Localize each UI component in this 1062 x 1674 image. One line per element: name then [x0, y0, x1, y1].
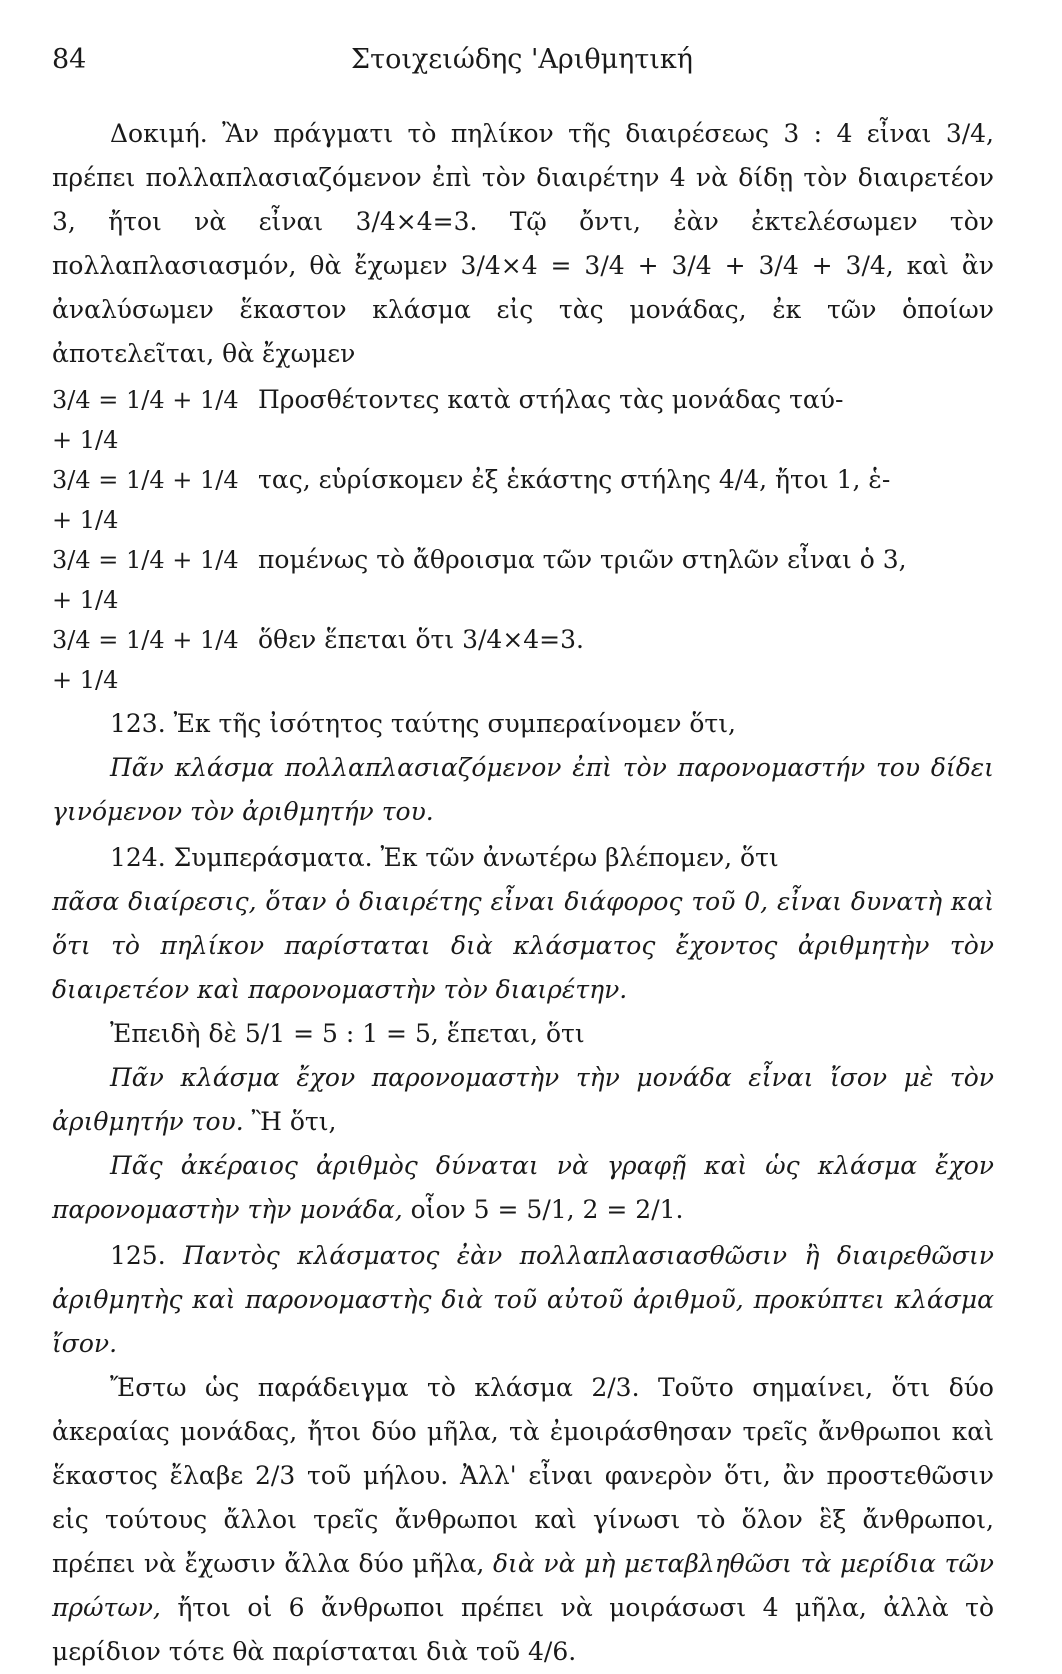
paragraph-verification: Δοκιμή. Ἂν πράγματι τὸ πηλίκον τῆς διαιρέσεως 3 : 4 εἶναι 3/4, πρέπει πολλαπλασιαζόμενον ἐπὶ τὸν διαιρέτην 4 νὰ δίδῃ τὸν διαιρετέον 3, ἤτοι νὰ εἶναι 3/4×4=3. Τῷ ὄντι, ἐὰν ἐκτελέσωμεν τὸν πολλαπλασιασμόν, θὰ ἔχωμεν 3/4×4 = 3/4 + 3/4 + 3/4 + 3/4, καὶ ἂν ἀναλύσωμεν ἕκαστον κλάσμα εἰς τὰς μονάδας, ἐκ τῶν ὁποίων ἀποτελεῖται, θὰ ἔχωμεν [52, 119, 994, 368]
rule-124: πᾶσα διαίρεσις, ὅταν ὁ διαιρέτης εἶναι διάφορος τοῦ 0, εἶναι δυνατὴ καὶ ὅτι τὸ πηλίκον παρίσταται διὰ κλάσματος ἔχοντος ἀριθμητὴν τὸν διαιρετέον καὶ παρονομαστὴν τὸν διαιρέτην. [52, 887, 994, 1004]
section-125-number: 125. [110, 1241, 166, 1270]
fraction-row [52, 620, 994, 700]
section-123: 123. Ἐκ τῆς ἰσότητος ταύτης συμπεραίνομεν ὅτι, [110, 709, 736, 738]
fraction-decomposition [52, 380, 994, 700]
page-header [52, 44, 992, 84]
body-text [52, 112, 994, 1674]
rule-123: Πᾶν κλάσμα πολλαπλασιαζόμενον ἐπὶ τὸν παρονομαστήν του δίδει γινόμενον τὸν ἀριθμητήν του. [52, 753, 994, 826]
fraction-equation: 3/4 = 1/4 + 1/4 + 1/4 [52, 466, 239, 534]
section-125 [52, 1234, 994, 1366]
section-125-body-b: ἤτοι οἱ 6 ἄνθρωποι πρέπει νὰ μοιράσωσι 4 μῆλα, ἀλλὰ τὸ μερίδιον τότε θὰ παρίσταται διὰ τοῦ 4/6. [52, 1593, 995, 1666]
rule-124-integer-text: Πᾶν κλάσμα ἔχον παρονομαστὴν τὴν μονάδα εἶναι ἴσον μὲ τὸν ἀριθμητήν του. [52, 1063, 994, 1136]
running-title: Στοιχειώδης 'Αριθμητική [351, 44, 693, 75]
rule-124-fraction [52, 1144, 994, 1232]
fraction-note: πομένως τὸ ἄθροισμα τῶν τριῶν στηλῶν εἶναι ὁ 3, [258, 545, 907, 574]
rule-125: Παντὸς κλάσματος ἐὰν πολλαπλασιασθῶσιν ἢ διαιρεθῶσιν ἀριθμητὴς καὶ παρονομαστὴς διὰ τοῦ αὐτοῦ ἀριθμοῦ, προκύπτει κλάσμα ἴσον. [52, 1241, 994, 1358]
fraction-equation: 3/4 = 1/4 + 1/4 + 1/4 [52, 626, 239, 694]
or-that: Ἢ ὅτι, [251, 1107, 337, 1136]
fraction-note: ὅθεν ἕπεται ὅτι 3/4×4=3. [258, 625, 584, 654]
fraction-row [52, 380, 994, 460]
fraction-note: τας, εὑρίσκομεν ἐξ ἑκάστης στήλης 4/4, ἤτοι 1, ἑ- [258, 465, 891, 494]
section-124-continued: Ἐπειδὴ δὲ 5/1 = 5 : 1 = 5, ἕπεται, ὅτι [110, 1019, 585, 1048]
page-number: 84 [52, 44, 87, 75]
fraction-equation: 3/4 = 1/4 + 1/4 + 1/4 [52, 386, 239, 454]
fraction-row [52, 540, 994, 620]
section-125-body [52, 1366, 994, 1674]
fraction-equation: 3/4 = 1/4 + 1/4 + 1/4 [52, 546, 239, 614]
fraction-row [52, 460, 994, 540]
section-125-body-a: Ἔστω ὡς παράδειγμα τὸ κλάσμα 2/3. Τοῦτο σημαίνει, ὅτι δύο ἀκεραίας μονάδας, ἤτοι δύο μῆλα, τὰ ἐμοιράσθησαν τρεῖς ἄνθρωποι καὶ ἕκαστος ἔλαβε 2/3 τοῦ μήλου. Ἀλλ' εἶναι φανερὸν ὅτι, ἂν προστεθῶσιν εἰς τούτους ἄλλοι τρεῖς ἄνθρωποι καὶ γίνωσι τὸ ὅλον ἓξ ἄνθρωποι, πρέπει νὰ ἔχωσιν ἄλλα δύο μῆλα, [52, 1373, 994, 1578]
rule-124-fraction-text: Πᾶς ἀκέραιος ἀριθμὸς δύναται νὰ γραφῇ καὶ ὡς κλάσμα ἔχον παρονομαστὴν τὴν μονάδα, [52, 1151, 994, 1224]
section-125-body-italic: διὰ νὰ μὴ μεταβληθῶσι τὰ μερίδια τῶν πρώτων, [52, 1549, 994, 1622]
fraction-note: Προσθέτοντες κατὰ στήλας τὰς μονάδας ταύ- [258, 385, 844, 414]
example-text: οἷον 5 = 5/1, 2 = 2/1. [410, 1195, 684, 1224]
section-124: 124. Συμπεράσματα. Ἐκ τῶν ἀνωτέρω βλέπομεν, ὅτι [110, 843, 779, 872]
rule-124-integer [52, 1056, 994, 1144]
